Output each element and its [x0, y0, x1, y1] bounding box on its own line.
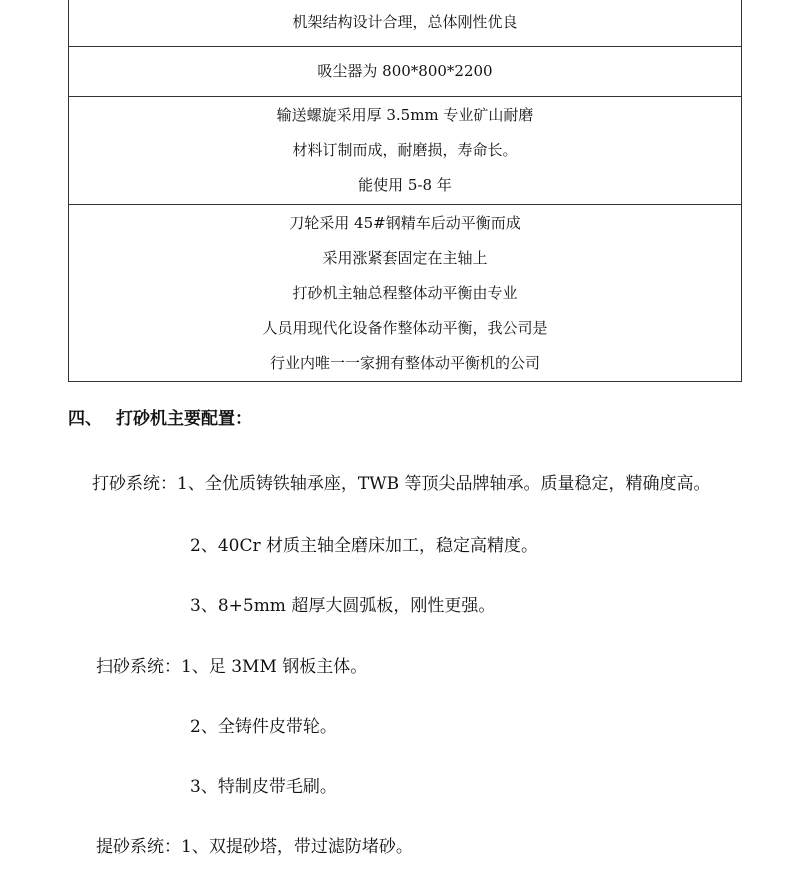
table-cell-line: 行业内唯一一家拥有整体动平衡机的公司: [269, 353, 540, 372]
config-line: 3、特制皮带毛刷。: [190, 777, 337, 797]
table-cell-line: 输送螺旋采用厚 3.5mm 专业矿山耐磨: [276, 106, 534, 124]
config-line: 2、全铸件皮带轮。: [190, 717, 337, 737]
table-row: [69, 46, 741, 96]
config-line: 2、40Cr 材质主轴全磨床加工，稳定高精度。: [190, 536, 538, 556]
table-row: [69, 96, 741, 204]
table-row: [69, 204, 741, 381]
section-number: 四、: [68, 409, 102, 429]
section-title: 打砂机主要配置：: [116, 409, 252, 429]
section-heading: [68, 404, 252, 429]
table-row: [69, 0, 741, 46]
table-cell-line: 能使用 5-8 年: [358, 176, 452, 194]
table-cell-line: 打砂机主轴总程整体动平衡由专业: [292, 283, 518, 302]
table-cell-line: 机架结构设计合理，总体刚性优良: [292, 12, 518, 31]
table-cell-line: 材料订制而成，耐磨损，寿命长。: [292, 141, 518, 159]
config-line: 提砂系统：1、双提砂塔，带过滤防堵砂。: [96, 837, 413, 857]
config-line: 扫砂系统：1、足 3MM 钢板主体。: [96, 657, 368, 677]
table-cell-line: 刀轮采用 45#钢精车后动平衡而成: [289, 213, 521, 232]
spec-table: [68, 0, 742, 382]
config-line: 打砂系统：1、全优质铸铁轴承座，TWB 等顶尖品牌轴承。质量稳定，精确度高。: [92, 474, 711, 494]
table-cell-line: 采用涨紧套固定在主轴上: [322, 248, 488, 267]
table-cell-line: 吸尘器为 800*800*2200: [317, 62, 493, 80]
config-line: 3、8+5mm 超厚大圆弧板，刚性更强。: [190, 596, 496, 616]
table-cell-line: 人员用现代化设备作整体动平衡，我公司是: [262, 318, 548, 337]
